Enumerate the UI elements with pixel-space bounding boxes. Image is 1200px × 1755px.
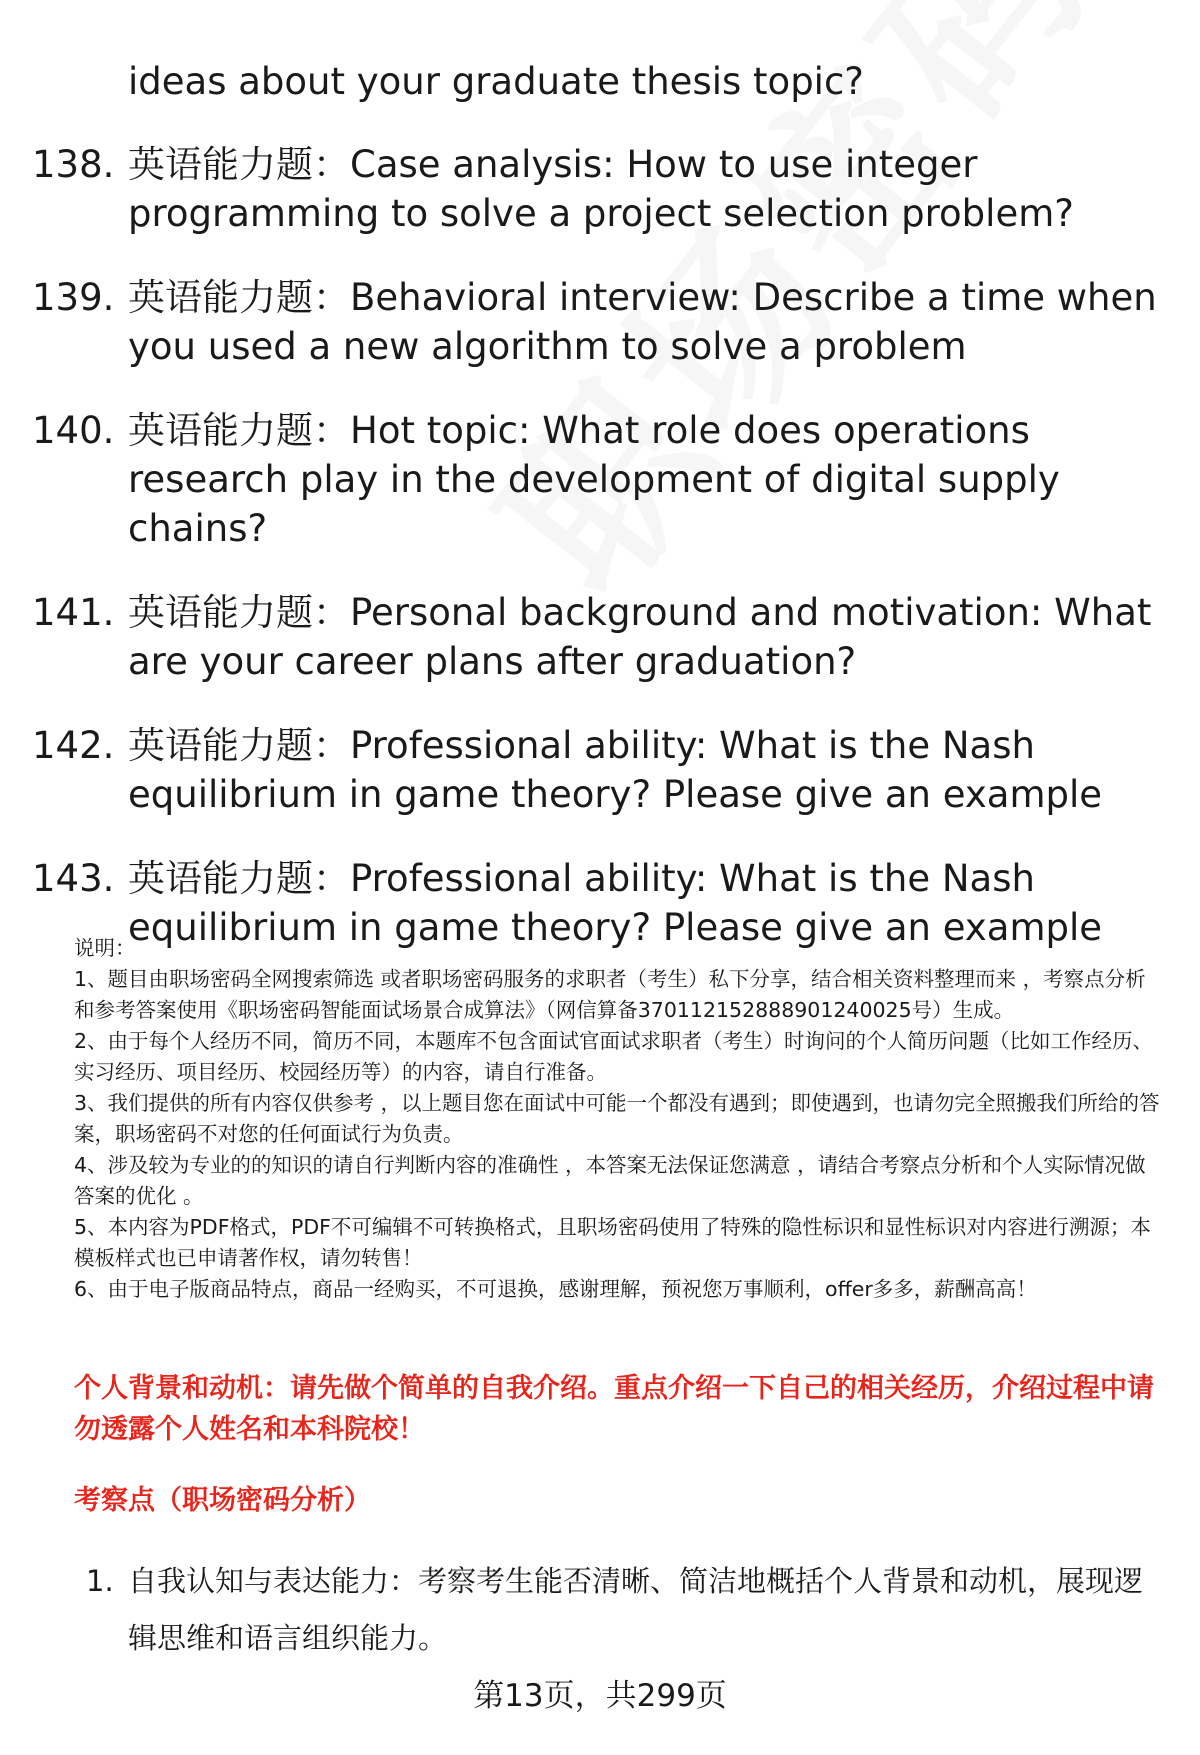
question-text: Personal background and motivation: What are your career plans after graduation?: [128, 591, 1152, 683]
question-body: [128, 721, 1172, 819]
notes-section: [74, 933, 1164, 1305]
page-number: 第13页，共299页: [473, 1678, 727, 1714]
analysis-point-text: 自我认知与表达能力：考察考生能否清晰、简洁地概括个人背景和动机，展现逻辑思维和语言组织能力。: [128, 1564, 1144, 1655]
question-list: [32, 140, 1172, 987]
question-body: [128, 406, 1172, 553]
question-category: 英语能力题：: [128, 409, 350, 452]
notes-item: 4、涉及较为专业的的知识的请自行判断内容的准确性 ，本答案无法保证您满意 ，请结合考察点分析和个人实际情况做答案的优化 。: [74, 1153, 1146, 1208]
question-number: 139.: [32, 276, 115, 319]
question-body: [128, 588, 1172, 686]
question-text: Professional ability: What is the Nash equilibrium in game theory? Please give an example: [128, 724, 1103, 816]
notes-item: 2、由于每个人经历不同，简历不同，本题库不包含面试官面试求职者（考生）时询问的个人简历问题（比如工作经历、实习经历、项目经历、校园经历等）的内容，请自行准备。: [74, 1029, 1154, 1084]
question-text: Case analysis: How to use integer programming to solve a project selection problem?: [128, 143, 1074, 235]
question-text: Professional ability: What is the Nash equilibrium in game theory? Please give an example: [128, 857, 1103, 949]
analysis-point: [86, 1553, 1166, 1667]
notes-item: 3、我们提供的所有内容仅供参考 ，以上题目您在面试中可能一个都没有遇到；即使遇到，也请勿完全照搬我们所给的答案，职场密码不对您的任何面试行为负责。: [74, 1091, 1160, 1146]
question-item: [32, 588, 1172, 686]
question-text: Hot topic: What role does operations research play in the development of digital supply chains?: [128, 409, 1060, 550]
question-category: 英语能力题：: [128, 591, 350, 634]
notes-item: 5、本内容为PDF格式，PDF不可编辑不可转换格式，且职场密码使用了特殊的隐性标识和显性标识对内容进行溯源；本模板样式也已申请著作权，请勿转售！: [74, 1215, 1151, 1270]
analysis-heading: 考察点（职场密码分析）: [74, 1485, 371, 1516]
notes-item: 6、由于电子版商品特点，商品一经购买，不可退换，感谢理解，预祝您万事顺利，offer多多，薪酬高高！: [74, 1277, 1037, 1301]
question-item: [32, 273, 1172, 371]
question-headline: 个人背景和动机：请先做个简单的自我介绍。重点介绍一下自己的相关经历，介绍过程中请勿透露个人姓名和本科院校！: [74, 1373, 1154, 1445]
notes-title: 说明：: [74, 936, 136, 960]
question-text: Behavioral interview: Describe a time when you used a new algorithm to solve a problem: [128, 276, 1157, 368]
question-number: 140.: [32, 409, 115, 452]
question-body: [128, 140, 1172, 238]
question-category: 英语能力题：: [128, 724, 350, 767]
question-number: 138.: [32, 143, 115, 186]
question-item: [32, 406, 1172, 553]
question-continuation: ideas about your graduate thesis topic?: [128, 60, 864, 103]
question-item: [32, 140, 1172, 238]
analysis-point-number: 1.: [86, 1564, 114, 1598]
question-item: [32, 721, 1172, 819]
question-number: 141.: [32, 591, 115, 634]
question-category: 英语能力题：: [128, 143, 350, 186]
notes-item: 1、题目由职场密码全网搜索筛选 或者职场密码服务的求职者（考生）私下分享，结合相关资料整理而来 ，考察点分析和参考答案使用《职场密码智能面试场景合成算法》（网信算备370112152888901240025号）生成。: [74, 967, 1146, 1022]
question-category: 英语能力题：: [128, 276, 350, 319]
question-category: 英语能力题：: [128, 857, 350, 900]
question-number: 142.: [32, 724, 115, 767]
question-body: [128, 273, 1172, 371]
question-number: 143.: [32, 857, 115, 900]
